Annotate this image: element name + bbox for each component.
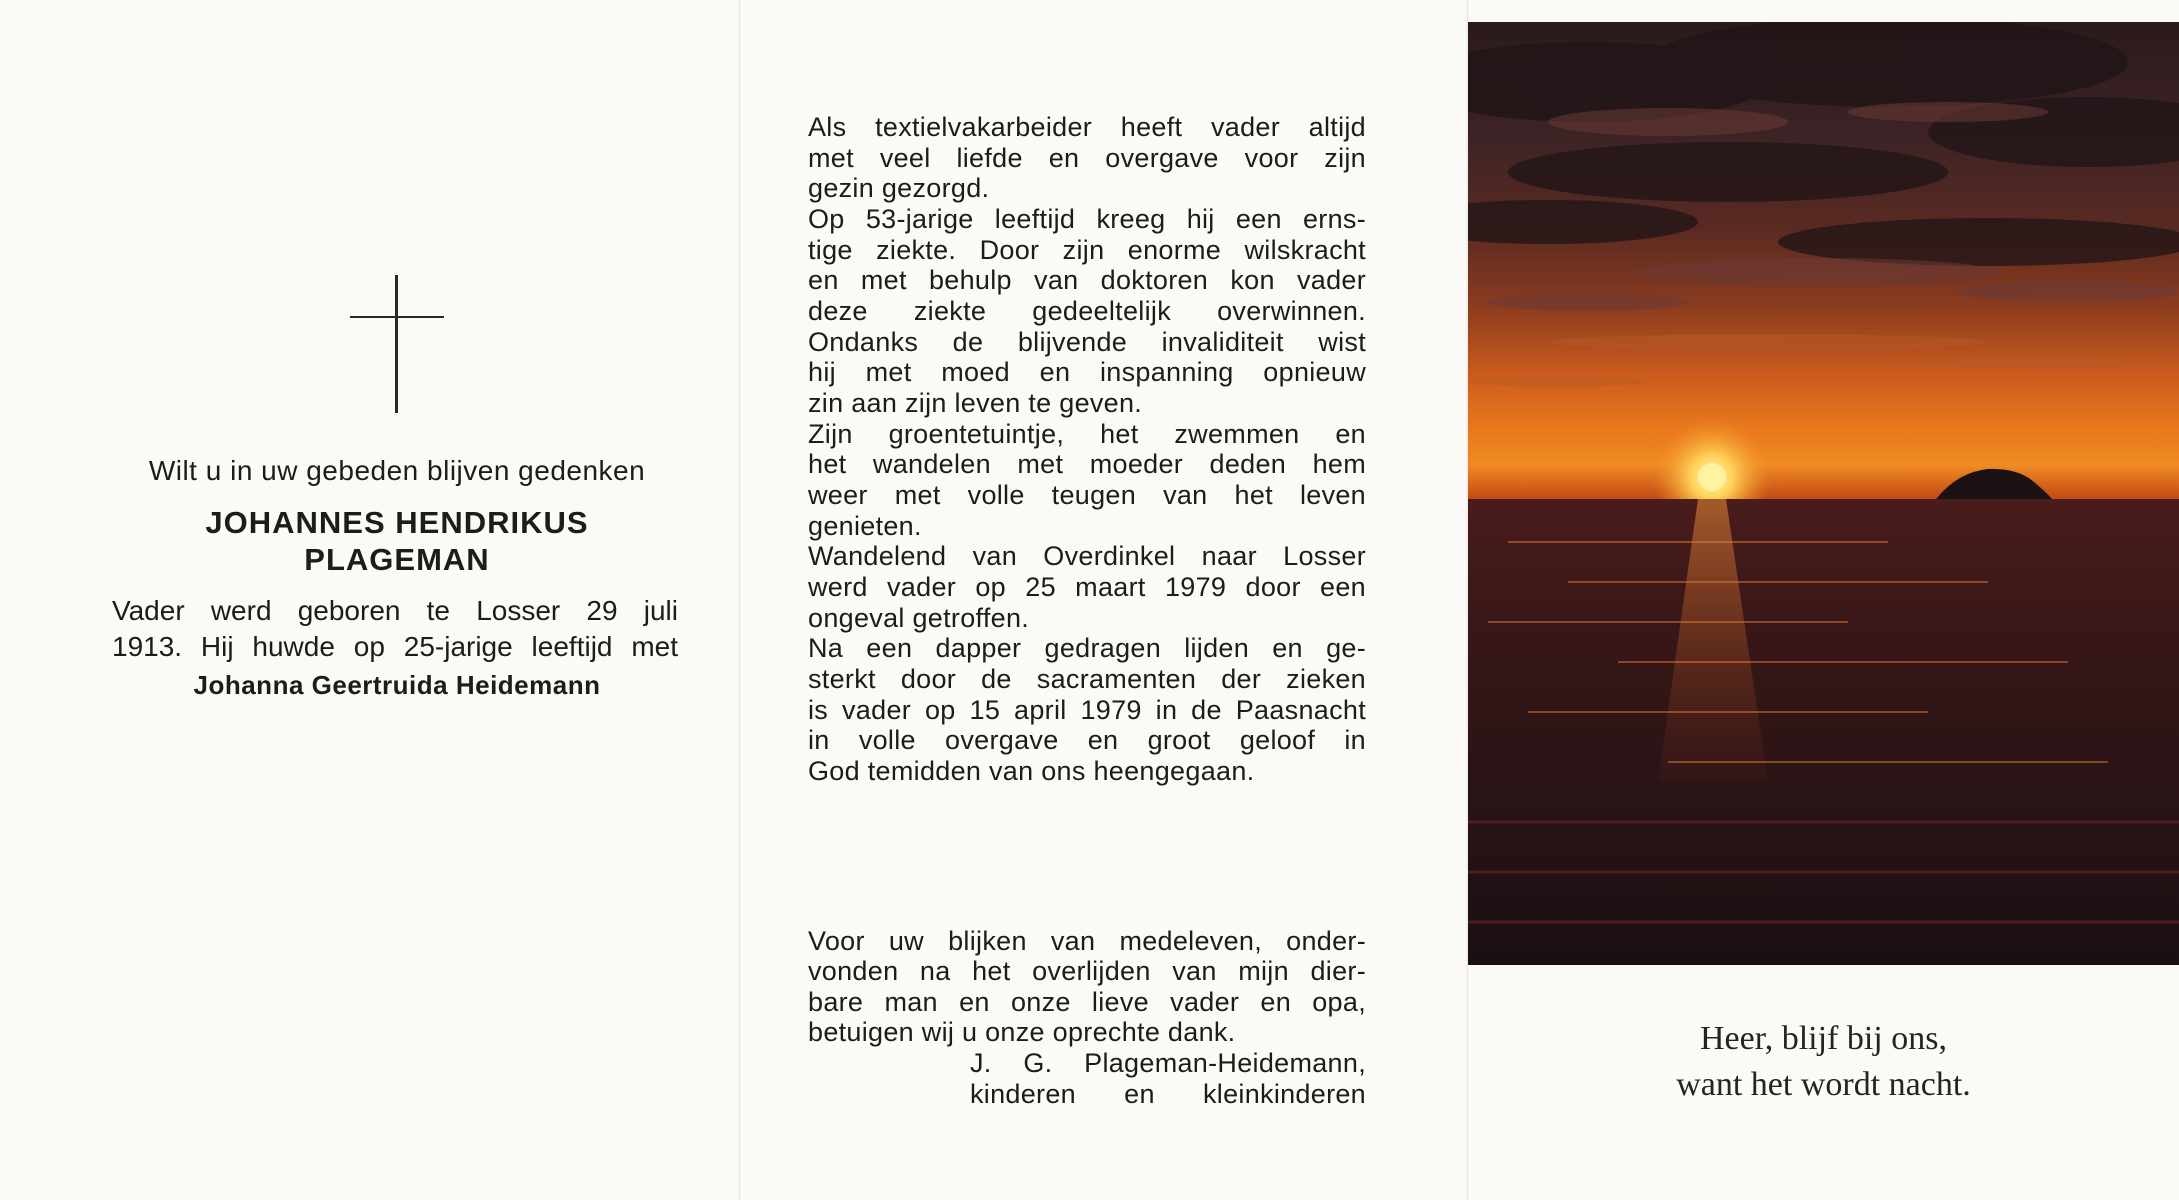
cross-icon (350, 275, 444, 413)
signature-line: J. G. Plageman-Heidemann, (970, 1048, 1366, 1078)
caption-line-2: want het wordt nacht. (1676, 1066, 1971, 1103)
biography-line: Op 53-jarige leeftijd kreeg hij een erns- (808, 204, 1366, 234)
biography-line: hij met moed en inspanning opnieuw (808, 357, 1366, 387)
biography-line: het wandelen met moeder deden hem (808, 449, 1366, 479)
thanks-line: bare man en onze lieve vader en opa, (808, 987, 1366, 1017)
biography-line: Wandelend van Overdinkel naar Losser (808, 541, 1366, 571)
biography-line: is vader op 15 april 1979 in de Paasnacht (808, 695, 1366, 725)
birth-text-line-2: 1913. Hij huwde op 25-jarige leeftijd met (112, 631, 678, 662)
biography-line: Na een dapper gedragen lijden en ge- (808, 633, 1366, 663)
thanks-line: betuigen wij u onze oprechte dank. (808, 1017, 1236, 1047)
biography-line: Als textielvakarbeider heeft vader altijd (808, 112, 1366, 142)
biography-line: gezin gezorgd. (808, 173, 990, 203)
biography-line: in volle overgave en groot geloof in (808, 725, 1366, 755)
thanks-line: vonden na het overlijden van mijn dier- (808, 956, 1366, 986)
sunset-photo (1468, 22, 2179, 965)
biography-line: zin aan zijn leven te geven. (808, 388, 1143, 418)
thanks-line: Voor uw blijken van medeleven, onder- (808, 926, 1366, 956)
biography-line: werd vader op 25 maart 1979 door een (808, 572, 1366, 602)
intro-text: Wilt u in uw gebeden blijven gedenken (148, 455, 646, 486)
deceased-name-line-1: JOHANNES HENDRIKUS (205, 505, 589, 540)
biography-line: God temidden van ons heengegaan. (808, 756, 1255, 786)
biography-line: deze ziekte gedeeltelijk overwinnen. (808, 296, 1366, 326)
biography-line: en met behulp van doktoren kon vader (808, 265, 1366, 295)
biography-line: Zijn groentetuintje, het zwemmen en (808, 419, 1366, 449)
biography-line: sterkt door de sacramenten der zieken (808, 664, 1366, 694)
spouse-name: Johanna Geertruida Heidemann (193, 670, 601, 700)
fold-line-left (738, 0, 741, 1200)
signature-line: kinderen en kleinkinderen (970, 1079, 1366, 1109)
deceased-name-line-2: PLAGEMAN (304, 542, 490, 577)
biography-line: ongeval getroffen. (808, 603, 1030, 633)
biography-line: genieten. (808, 511, 922, 541)
birth-text-line-1: Vader werd geboren te Losser 29 juli (112, 595, 678, 626)
biography-line: weer met volle teugen van het leven (808, 480, 1366, 510)
biography-line: tige ziekte. Door zijn enorme wilskracht (808, 235, 1366, 265)
biography-line: met veel liefde en overgave voor zijn (808, 143, 1366, 173)
caption-line-1: Heer, blijf bij ons, (1700, 1020, 1947, 1057)
biography-line: Ondanks de blijvende invaliditeit wist (808, 327, 1366, 357)
